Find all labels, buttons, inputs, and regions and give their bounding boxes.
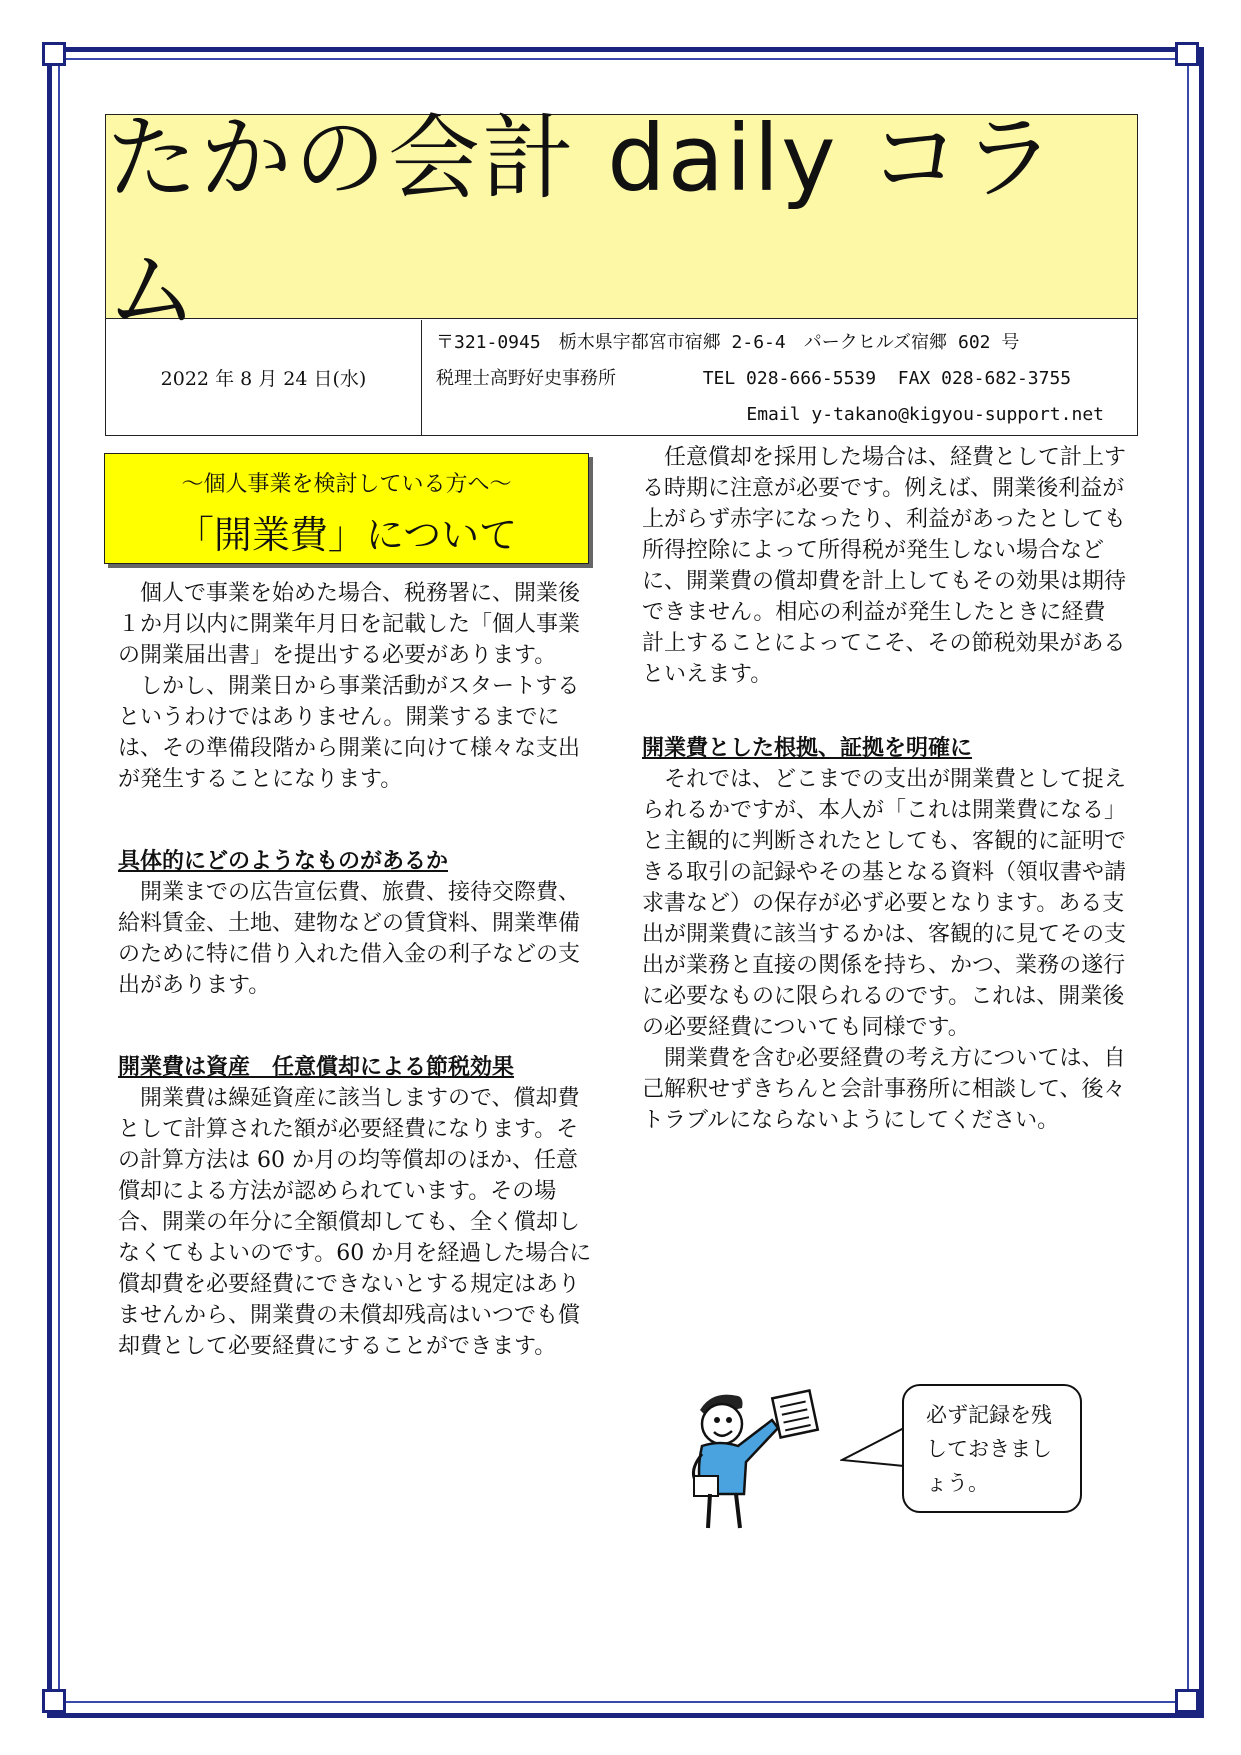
paragraph: しかし、開業日から事業活動がスタートするというわけではありません。開業するまでには、その準備段階から開業に向けて様々な支出が発生することになります。	[118, 674, 581, 792]
section-heading: 開業費は資産 任意償却による節税効果	[118, 1054, 515, 1080]
email: Email y-takano@kigyou-support.net	[746, 404, 1104, 425]
paragraph: 開業費を含む必要経費の考え方については、自己解釈せずきちんと会計事務所に相談して、後々トラブルにならないようにしてください。	[642, 1046, 1126, 1133]
section-heading: 開業費とした根拠、証拠を明確に	[642, 735, 973, 761]
header	[105, 104, 1138, 436]
paragraph: 個人で事業を始めた場合、税務署に、開業後１か月以内に開業年月日を記載した「個人事業の開業届出書」を提出する必要があります。	[118, 581, 581, 668]
lead-box	[104, 453, 589, 564]
package-icon	[694, 1476, 718, 1496]
page-title: たかの会計 daily コラム	[106, 104, 1057, 344]
paragraph: 開業までの広告宣伝費、旅費、接待交際費、給料賃金、土地、建物などの賃貸料、開業準備のために特に借り入れた借入金の利子などの支出があります。	[118, 880, 581, 998]
paragraph: 開業費は繰延資産に該当しますので、償却費として計算された額が必要経費になります。その計算方法は 60 か月の均等償却のほか、任意償却による方法が認められています。その場合、開業の年分に全額償却しても、全く償却しなくてもよいのです。60 か月を経過した場合に償却費を必要経費にできないとする規定はありませんから、開業費の未償却残高はいつでも償却費として必要経費にすることができます。	[118, 1086, 592, 1359]
lead-subtitle: ～個人事業を検討している方へ～	[181, 472, 512, 497]
lead-title: 「開業費」について	[175, 513, 518, 557]
person-face	[702, 1404, 742, 1444]
paragraph: 任意償却を採用した場合は、経費として計上する時期に注意が必要です。例えば、開業後利益が上がらず赤字になったり、利益があったとしても所得控除によって所得税が発生しない場合などに、開業費の償却費を計上してもその効果は期待できません。相応の利益が発生したときに経費計上することによってこそ、その節税効果があるといえます。	[642, 445, 1127, 687]
speech-bubble	[902, 1384, 1082, 1513]
bubble-line: ょう。	[926, 1471, 989, 1495]
left-column	[118, 578, 598, 1362]
contact-info	[436, 325, 1126, 433]
bubble-line: 必ず記録を残	[926, 1403, 1052, 1427]
paragraph: それでは、どこまでの支出が開業費として捉えられるかですが、本人が「これは開業費になる」と主観的に判断されたとしても、客観的に証明できる取引の記録やその基となる資料（領収書や請求書など）の保存が必ず必要となります。ある支出が開業費に該当するかは、客観的に見てその支出が業務と直接の関係を持ち、かつ、業務の遂行に必要なものに限られるのです。これは、開業後の必要経費についても同様です。	[642, 767, 1127, 1040]
corner-ornament	[42, 42, 66, 66]
corner-ornament	[1175, 1689, 1199, 1713]
address: 〒321-0945 栃木県宇都宮市宿郷 2-6-4 パークヒルズ宿郷 602 号	[436, 332, 1020, 353]
section-heading: 具体的にどのようなものがあるか	[118, 848, 449, 874]
office-phone-fax: 税理士高野好史事務所 TEL 028-666-5539 FAX 028-682-3755	[436, 368, 1072, 389]
bubble-line: しておきまし	[926, 1437, 1052, 1461]
person-illustration	[672, 1382, 822, 1532]
speech-bubble-tail	[840, 1420, 910, 1480]
right-column	[642, 442, 1127, 1136]
issue-date: 2022 年 8 月 24 日(水)	[106, 320, 422, 435]
corner-ornament	[1175, 42, 1199, 66]
document-icon	[772, 1390, 817, 1437]
corner-ornament	[42, 1689, 66, 1713]
